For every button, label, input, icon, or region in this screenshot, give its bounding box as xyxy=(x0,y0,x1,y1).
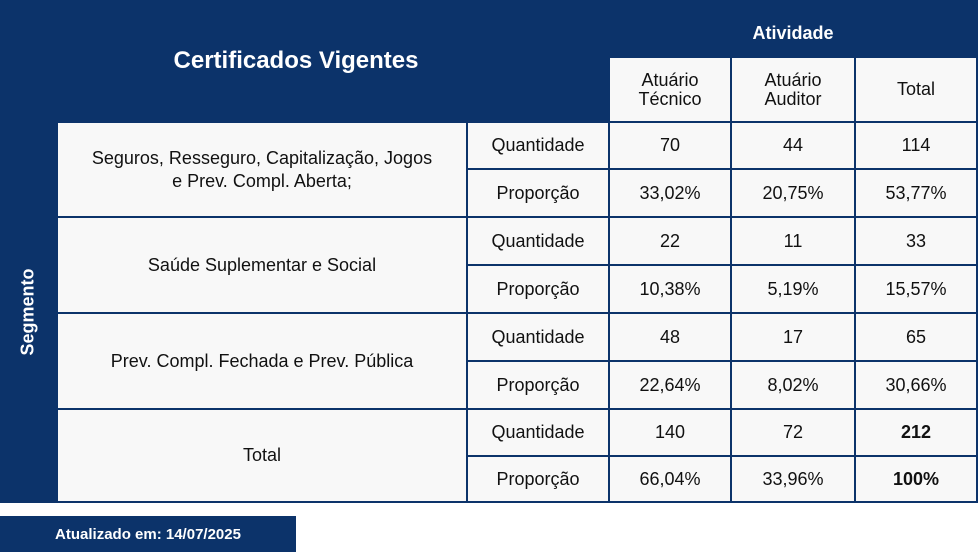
value-cell: 33,96% xyxy=(730,455,856,503)
value-cell: 140 xyxy=(608,408,732,457)
column-header-label: Atuário Auditor xyxy=(764,69,822,109)
value-cell: 53,77% xyxy=(854,168,978,218)
row-label-proporcao: Proporção xyxy=(466,264,610,314)
table-title: Certificados Vigentes xyxy=(173,46,419,74)
column-header-atuario-auditor xyxy=(730,56,856,123)
value-cell: 33 xyxy=(854,216,978,266)
value-cell: 8,02% xyxy=(730,360,856,410)
value-cell: 22,64% xyxy=(608,360,732,410)
segment-label: Segmento xyxy=(17,268,38,356)
row-label-quantidade: Quantidade xyxy=(466,408,610,457)
segment-name: Saúde Suplementar e Social xyxy=(56,216,468,314)
row-label-quantidade: Quantidade xyxy=(466,216,610,266)
value-cell: 70 xyxy=(608,121,732,170)
value-cell: 10,38% xyxy=(608,264,732,314)
value-cell: 44 xyxy=(730,121,856,170)
value-cell: 65 xyxy=(854,312,978,362)
value-cell: 33,02% xyxy=(608,168,732,218)
row-label-proporcao: Proporção xyxy=(466,168,610,218)
column-header-total xyxy=(854,56,978,123)
column-header-atuario-tecnico xyxy=(608,56,732,123)
updated-date-badge: Atualizado em: 14/07/2025 xyxy=(0,516,296,552)
value-cell: 20,75% xyxy=(730,168,856,218)
segment-name: Prev. Compl. Fechada e Prev. Pública xyxy=(56,312,468,410)
segment-name: Total xyxy=(56,408,468,503)
column-header-label: Atuário Técnico xyxy=(638,69,702,109)
segment-name: Seguros, Resseguro, Capitalização, Jogos e Prev. Compl. Aberta; xyxy=(56,121,468,218)
row-label-proporcao: Proporção xyxy=(466,360,610,410)
row-label-proporcao: Proporção xyxy=(466,455,610,503)
value-cell: 30,66% xyxy=(854,360,978,410)
row-label-quantidade: Quantidade xyxy=(466,121,610,170)
value-cell: 114 xyxy=(854,121,978,170)
value-cell: 17 xyxy=(730,312,856,362)
value-cell: 48 xyxy=(608,312,732,362)
value-cell: 15,57% xyxy=(854,264,978,314)
row-label-quantidade: Quantidade xyxy=(466,312,610,362)
activity-header: Atividade xyxy=(752,22,834,43)
value-cell: 11 xyxy=(730,216,856,266)
value-cell: 22 xyxy=(608,216,732,266)
column-header-label: Total xyxy=(896,79,936,100)
value-cell: 66,04% xyxy=(608,455,732,503)
grand-total-quantity: 212 xyxy=(854,408,978,457)
grand-total-proportion: 100% xyxy=(854,455,978,503)
value-cell: 5,19% xyxy=(730,264,856,314)
value-cell: 72 xyxy=(730,408,856,457)
